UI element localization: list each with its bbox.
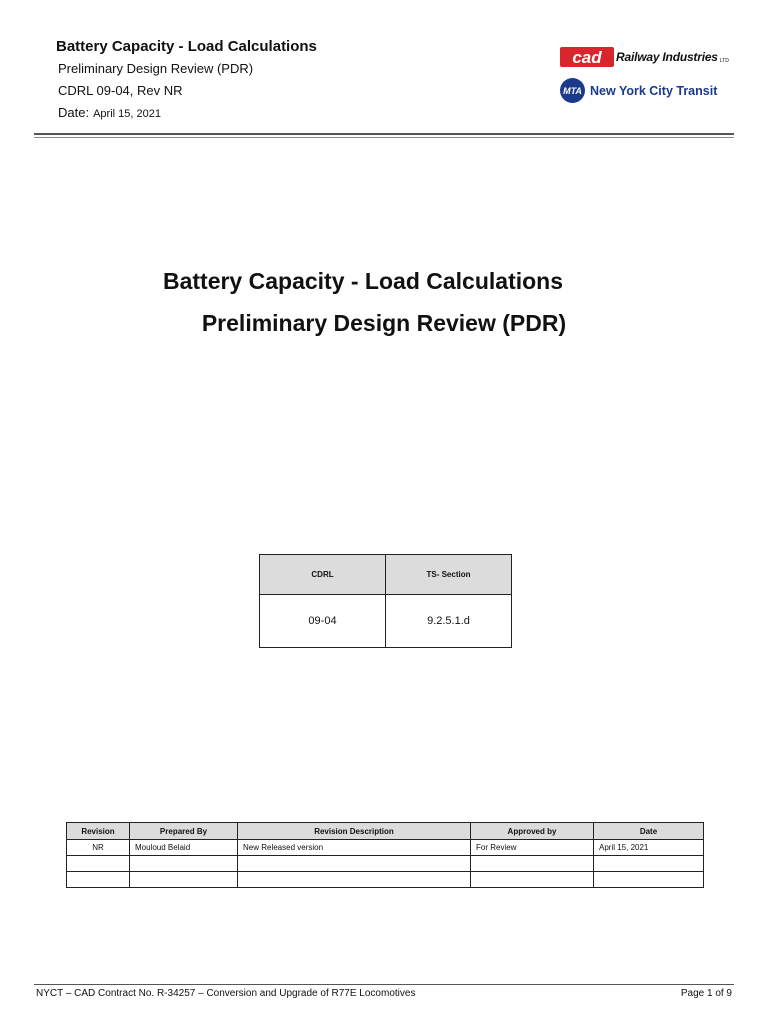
col-prepared-by: Prepared By (130, 823, 238, 840)
date-cell: April 15, 2021 (594, 840, 704, 856)
date-cell (594, 856, 704, 872)
mta-mark-text: MTA (563, 86, 582, 96)
approved-by-cell: For Review (471, 840, 594, 856)
cdrl-data-row (260, 595, 512, 648)
col-revision-description: Revision Description (238, 823, 471, 840)
ts-section-value: 9.2.5.1.d (386, 595, 512, 648)
cad-logo-text: Railway Industries (616, 50, 718, 64)
cad-logo-icon (560, 47, 614, 67)
table-row (67, 840, 704, 856)
description-cell (238, 872, 471, 888)
prepared-by-cell (130, 856, 238, 872)
revision-cell (67, 872, 130, 888)
revision-cell: NR (67, 840, 130, 856)
header-subtitle: Preliminary Design Review (PDR) (58, 61, 254, 76)
cdrl-header-ts-section: TS- Section (386, 555, 512, 595)
header-cdrl: CDRL 09-04, Rev NR (58, 83, 183, 98)
main-title: Battery Capacity - Load Calculations (162, 268, 564, 294)
date-label: Date: (58, 105, 90, 120)
cdrl-table (259, 554, 512, 648)
col-approved-by: Approved by (471, 823, 594, 840)
header-date (58, 105, 317, 120)
footer-contract: NYCT – CAD Contract No. R-34257 – Conversion and Upgrade of R77E Locomotives (36, 988, 416, 999)
cad-logo (560, 44, 740, 70)
main-subtitle: Preliminary Design Review (PDR) (201, 310, 567, 336)
revision-header-row (67, 823, 704, 840)
col-date: Date (594, 823, 704, 840)
cad-logo-ltd: LTD (719, 58, 729, 64)
description-cell (238, 856, 471, 872)
date-value: April 15, 2021 (93, 108, 161, 120)
table-row (67, 856, 704, 872)
description-cell: New Released version (238, 840, 471, 856)
cdrl-header-cdrl: CDRL (260, 555, 386, 595)
mta-logo-icon (560, 78, 585, 103)
document-header (56, 38, 317, 127)
date-cell (594, 872, 704, 888)
cad-mark-text: cad (572, 48, 602, 67)
approved-by-cell (471, 872, 594, 888)
revision-cell (67, 856, 130, 872)
header-divider-thin (34, 137, 734, 138)
mta-logo-text: New York City Transit (590, 83, 718, 98)
header-title: Battery Capacity - Load Calculations (56, 38, 317, 55)
approved-by-cell (471, 856, 594, 872)
cdrl-value: 09-04 (260, 595, 386, 648)
prepared-by-cell (130, 872, 238, 888)
footer-divider (34, 984, 734, 985)
mta-logo (560, 78, 740, 103)
logo-area (560, 44, 740, 103)
prepared-by-cell: Mouloud Belaid (130, 840, 238, 856)
header-divider (34, 133, 734, 135)
cdrl-header-row (260, 555, 512, 595)
revision-table (66, 822, 704, 888)
col-revision: Revision (67, 823, 130, 840)
table-row (67, 872, 704, 888)
footer-page-number: Page 1 of 9 (680, 988, 732, 999)
